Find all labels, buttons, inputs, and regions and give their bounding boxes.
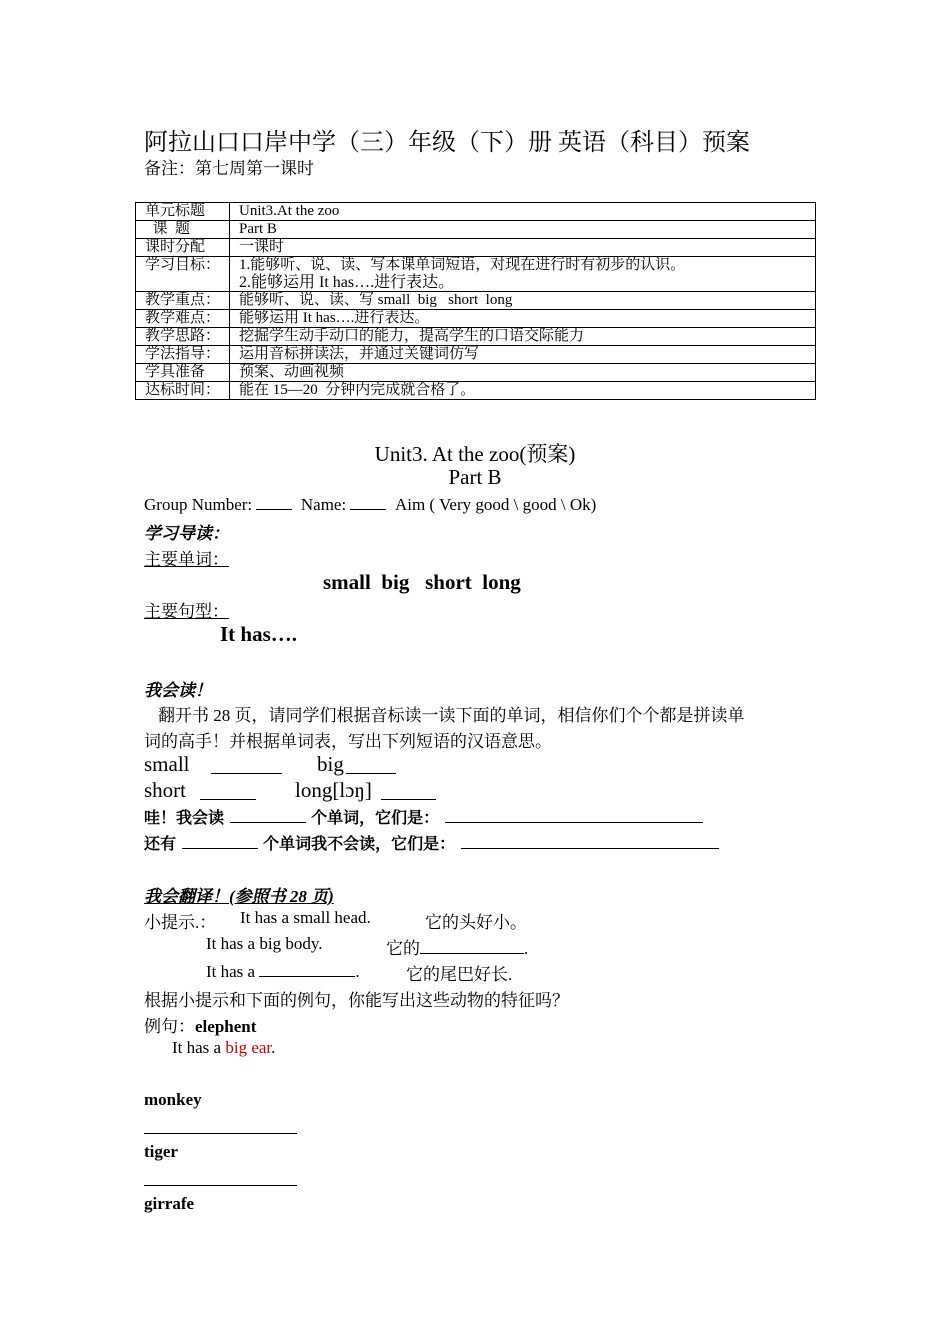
read-text-2: 词的高手！并根据单词表，写出下列短语的汉语意思。 (144, 732, 552, 751)
info-value (230, 382, 816, 400)
word-long (295, 778, 372, 803)
info-row (136, 292, 816, 310)
tip3-en: It has a (206, 962, 256, 981)
can-read-1: 哇！我会读 (144, 808, 225, 827)
info-row (136, 328, 816, 346)
info-value-line: 能在 15—20 分钟内完成就合格了。 (239, 382, 476, 398)
group-line (144, 493, 596, 515)
prompt: 根据小提示和下面的例句，你能写出这些动物的特征吗？ (144, 991, 569, 1010)
info-value-line: Unit3.At the zoo (239, 203, 340, 219)
info-value (230, 346, 816, 364)
tip2-blank[interactable] (420, 937, 524, 954)
monkey-answer-blank[interactable] (144, 1117, 297, 1134)
tip1-en: It has a small head. (240, 908, 371, 927)
info-value (230, 239, 816, 257)
word-short: short (144, 778, 186, 802)
info-key: 教学难点： (136, 310, 230, 328)
name-blank[interactable] (350, 493, 386, 510)
info-value (230, 221, 816, 239)
animal-monkey: monkey (144, 1090, 202, 1109)
cannot-read-1: 还有 (144, 834, 177, 853)
info-key: 学习目标： (136, 257, 230, 292)
big-blank[interactable] (346, 755, 396, 774)
animal-girrafe: girrafe (144, 1194, 195, 1213)
aim-text: Aim ( Very good \ good \ Ok) (394, 495, 597, 514)
info-value-line: Part B (239, 221, 277, 237)
tip2-zh: 它的 (386, 939, 420, 958)
cannot-read-words-blank[interactable] (461, 832, 719, 849)
info-value-line: 2.能够运用 It has….进行表达。 (239, 274, 455, 291)
info-value (230, 292, 816, 310)
example-word: elephent (195, 1017, 257, 1036)
lesson-subheading: Part B (448, 465, 502, 489)
name-label: Name: (300, 495, 347, 514)
can-read-count-blank[interactable] (230, 806, 306, 823)
read-text-1: 翻开书 28 页，请同学们根据音标读一读下面的单词，相信你们个个都是拼读单 (158, 706, 745, 725)
cannot-read-count-blank[interactable] (182, 832, 258, 849)
example-suffix: . (271, 1038, 276, 1057)
tip3-blank[interactable] (259, 960, 355, 977)
small-blank[interactable] (211, 755, 282, 774)
info-value (230, 328, 816, 346)
word-big: big (317, 752, 344, 776)
tip-label: 小提示.： (144, 913, 217, 932)
tip2-zh-line: 它的 . (386, 939, 529, 958)
info-row (136, 221, 816, 239)
words-label: 主要单词： (144, 550, 229, 569)
info-row (136, 257, 816, 292)
can-read-2: 个单词，它们是： (311, 808, 440, 827)
info-row (136, 364, 816, 382)
short-blank[interactable] (200, 781, 256, 800)
example-sentence (172, 1038, 275, 1058)
example-prefix: It has a (172, 1038, 226, 1057)
example-label: 例句： (144, 1017, 195, 1036)
info-row (136, 239, 816, 257)
info-key: 教学思路： (136, 328, 230, 346)
read-title: 我会读！ (144, 681, 212, 700)
guide-title: 学习导读： (144, 524, 229, 543)
info-value (230, 310, 816, 328)
info-key: 课时分配 (136, 239, 230, 257)
info-value-line: 预案、动画视频 (239, 364, 345, 380)
lesson-heading: Unit3. At the zoo(预案) (374, 442, 576, 466)
info-key: 达标时间： (136, 382, 230, 400)
info-key: 学法指导： (136, 346, 230, 364)
cannot-read-line (144, 831, 719, 854)
info-row (136, 382, 816, 400)
group-blank[interactable] (256, 493, 292, 510)
key-sentence: It has…. (220, 622, 298, 646)
word-long-text: long[lɔŋ] (295, 778, 372, 802)
can-read-words-blank[interactable] (445, 806, 703, 823)
tip1-zh: 它的头好小。 (425, 913, 527, 932)
can-read-line (144, 805, 703, 828)
page-note: 备注：第七周第一课时 (144, 159, 314, 178)
info-value-line: 运用音标拼读法，并通过关键词仿写 (239, 346, 480, 362)
group-label: Group Number: (144, 495, 253, 514)
info-value (230, 203, 816, 221)
info-value-line: 挖掘学生动手动口的能力，提高学生的口语交际能力 (239, 328, 585, 344)
word-small: small (144, 752, 190, 776)
info-key: 学具准备 (136, 364, 230, 382)
tip2-en: It has a big body. (206, 934, 323, 953)
animal-tiger: tiger (144, 1142, 178, 1161)
info-value (230, 257, 816, 292)
translate-title: 我会翻译！(参照书 28 页) (144, 887, 334, 906)
example-line (144, 1012, 256, 1037)
info-value (230, 364, 816, 382)
info-table (135, 202, 816, 400)
info-value-line: 能够听、说、读、写 small big short long (239, 292, 513, 308)
info-row (136, 346, 816, 364)
info-value-line: 能够运用 It has….进行表达。 (239, 310, 430, 326)
info-value-line: 一课时 (239, 239, 285, 255)
page-title: 阿拉山口口岸中学（三）年级（下）册 英语（科目）预案 (144, 130, 750, 156)
tiger-answer-blank[interactable] (144, 1169, 297, 1186)
tip3-zh: 它的尾巴好长. (406, 965, 513, 984)
info-value-line: 1.能够听、说、读、写本课单词短语，对现在进行时有初步的认识。 (239, 257, 686, 273)
info-key: 单元标题 (136, 203, 230, 221)
sentence-label: 主要句型： (144, 602, 229, 621)
long-blank[interactable] (381, 781, 436, 800)
info-key: 教学重点： (136, 292, 230, 310)
info-row (136, 203, 816, 221)
cannot-read-2: 个单词我不会读，它们是： (263, 834, 456, 853)
tip3-en-line: It has a . (206, 962, 360, 981)
key-words: small big short long (323, 570, 521, 594)
example-red: big ear (225, 1038, 272, 1057)
info-key: 课 题 (136, 221, 230, 239)
info-row (136, 310, 816, 328)
